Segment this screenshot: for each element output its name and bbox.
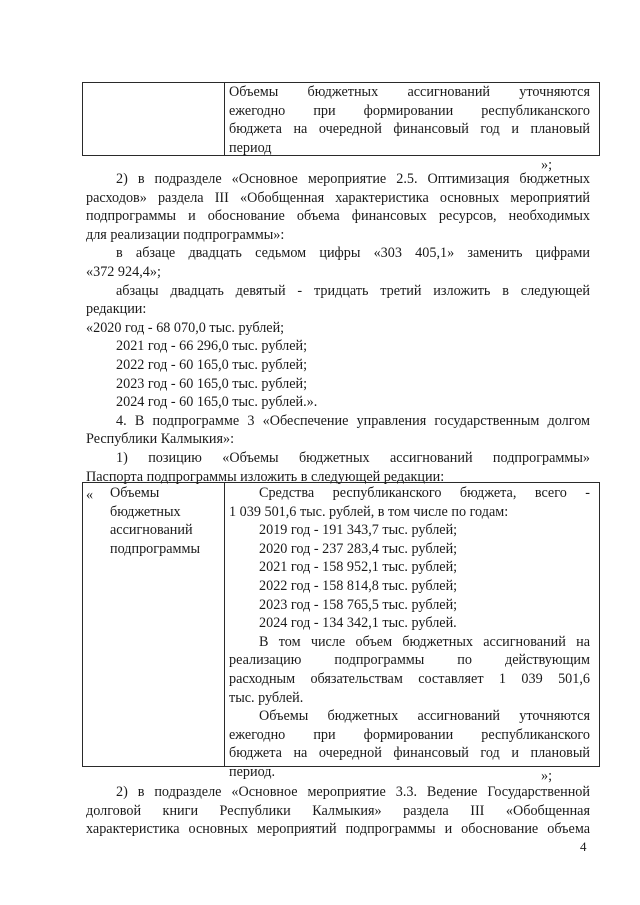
text-line: расходов» раздела III «Обобщенная характеристика основных мероприятий [86, 189, 590, 206]
text-line: в абзаце двадцать седьмом цифры «303 405,1» заменить цифрами [116, 245, 590, 262]
text-line: 1 039 501,6 тыс. рублей, в том числе по годам: [229, 503, 509, 520]
text-line: «372 924,4»; [86, 263, 161, 280]
text-line: Объемы бюджетных ассигнований уточняются [229, 84, 590, 100]
table2-right-text [229, 484, 590, 782]
text-line: абзацы двадцать девятый - тридцать третий изложить в следующей [116, 282, 590, 299]
closing-quote: »; [541, 768, 553, 784]
text-line: Объемы [110, 485, 160, 501]
opening-quote: « [86, 487, 94, 504]
text-line: 1) позицию «Объемы бюджетных ассигнований подпрограммы» [116, 449, 590, 466]
text-line: реализацию подпрограммы по действующим [229, 652, 590, 669]
year-line: 2024 год - 60 165,0 тыс. рублей.». [116, 394, 318, 411]
table1-text [229, 83, 590, 157]
table1-left-cell [82, 82, 225, 156]
year-line: 2020 год - 237 283,4 тыс. рублей; [259, 540, 458, 557]
text-line: редакции: [86, 301, 147, 318]
text-line: бюджета на очередной финансовый год и плановый [229, 121, 590, 138]
text-line: расходным обязательствам составляет 1 039 501,6 [229, 670, 590, 687]
year-line: 2022 год - 60 165,0 тыс. рублей; [116, 356, 308, 373]
text-line: 2) в подразделе «Основное мероприятие 2.5. Оптимизация бюджетных [116, 171, 590, 187]
text-line: 4. В подпрограмме 3 «Обеспечение управления государственным долгом [116, 412, 590, 429]
text-line: ежегодно при формировании республиканского [229, 102, 590, 119]
text-line: бюджетных [110, 503, 181, 520]
text-line: период [229, 139, 272, 156]
text-line: Паспорта подпрограммы изложить в следующей редакции: [86, 468, 445, 485]
text-line: Средства республиканского бюджета, всего - [259, 485, 590, 501]
text-line: В том числе объем бюджетных ассигнований на [259, 633, 590, 650]
year-line: 2021 год - 158 952,1 тыс. рублей; [259, 559, 458, 576]
year-line: 2023 год - 60 165,0 тыс. рублей; [116, 375, 308, 392]
table2-left-text [88, 484, 200, 558]
text-line: ассигнований [110, 522, 193, 539]
year-line: 2022 год - 158 814,8 тыс. рублей; [259, 577, 458, 594]
year-line: 2023 год - 158 765,5 тыс. рублей; [259, 596, 458, 613]
text-line: Объемы бюджетных ассигнований уточняются [259, 708, 590, 725]
text-line: бюджета на очередной финансовый год и плановый [229, 745, 590, 762]
text-line: 2) в подразделе «Основное мероприятие 3.3. Ведение Государственной [116, 784, 590, 800]
year-line: 2021 год - 66 296,0 тыс. рублей; [116, 338, 308, 355]
year-line: 2024 год - 134 342,1 тыс. рублей. [259, 615, 457, 632]
text-line: для реализации подпрограммы»: [86, 226, 285, 243]
closing-quote: »; [541, 157, 553, 173]
text-line: тыс. рублей. [229, 689, 304, 706]
text-line: долговой книги Республики Калмыкия» раздела III «Обобщенная [86, 802, 590, 819]
text-line: период. [229, 763, 276, 780]
year-line: 2019 год - 191 343,7 тыс. рублей; [259, 522, 458, 539]
text-line: подпрограммы [110, 540, 200, 557]
paragraph-subsection-2-5 [86, 170, 590, 505]
text-line: характеристика основных мероприятий подпрограммы и обоснование объема [86, 821, 590, 838]
text-line: Республики Калмыкия»: [86, 431, 235, 448]
paragraph-subsection-3-3 [86, 783, 590, 839]
page-number: 4 [580, 839, 587, 854]
year-line: «2020 год - 68 070,0 тыс. рублей; [86, 319, 285, 336]
text-line: подпрограммы и обоснование объема финансовых ресурсов, необходимых [86, 208, 590, 225]
text-line: ежегодно при формировании республиканского [229, 726, 590, 743]
